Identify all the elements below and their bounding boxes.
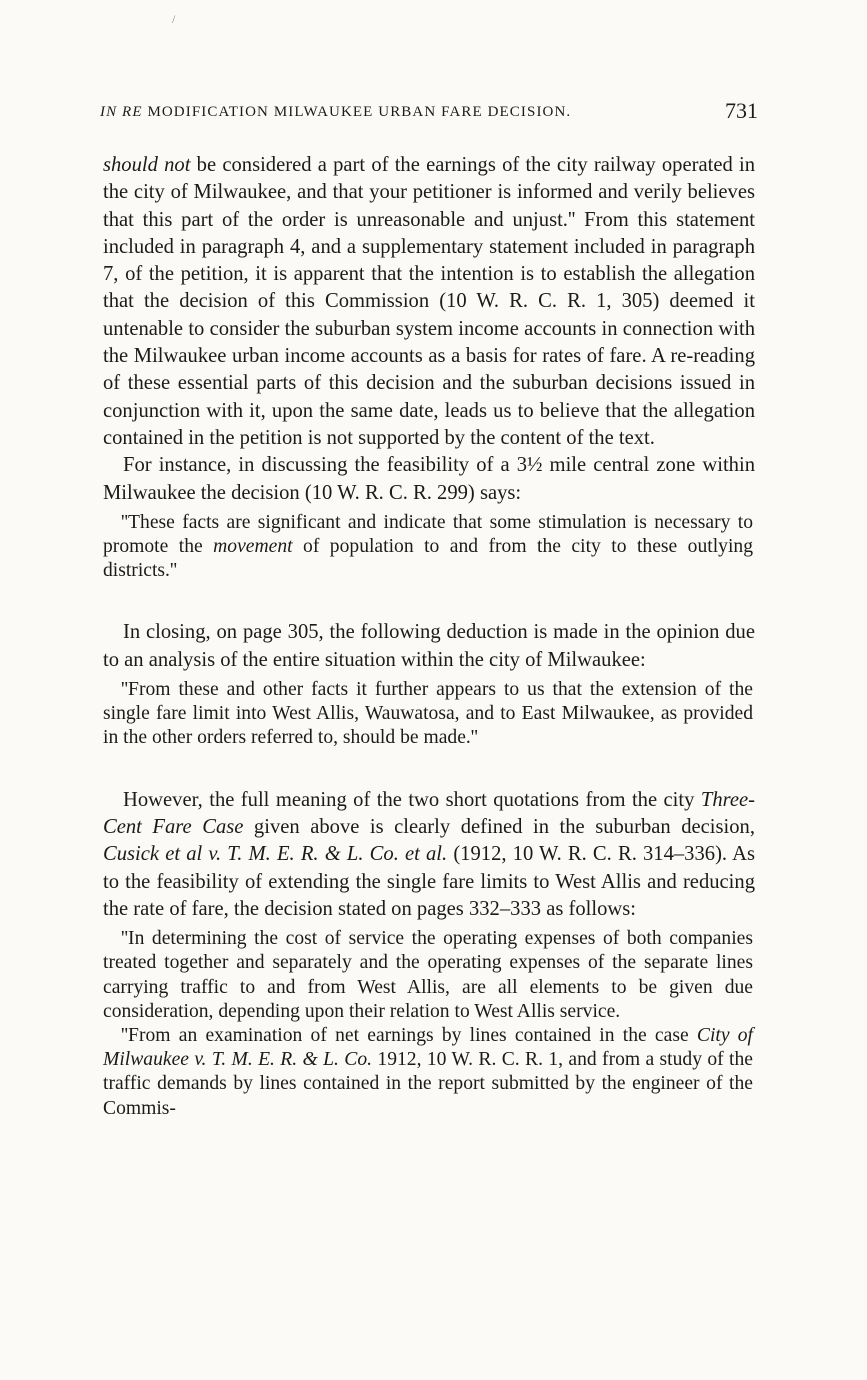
scan-mark: / [172, 12, 176, 26]
paragraph-1-italic: should not [103, 154, 191, 176]
block-quote-4-text: ''From an examination of net earnings by lines contained in the case [121, 1024, 697, 1046]
running-head [100, 98, 760, 123]
block-quote-1 [103, 511, 753, 584]
paragraph-4-text: However, the full meaning of the two short quotations from the city [123, 788, 701, 811]
paragraph-3: In closing, on page 305, the following deduction is made in the opinion due to an analysis of the entire situation within the city of Milwaukee: [103, 621, 755, 671]
paragraph-1 [103, 152, 755, 452]
paragraph-4 [103, 787, 755, 923]
body-text [103, 152, 755, 1121]
paragraph-1-text: be considered a part of the earnings of the city railway operated in the city of Milwaukee, and that your petitioner is informed and verily believes that this part of the order is unreasonable and unjust.'' From this statement included in paragraph 4, and a supplementary statement included in paragraph 7, of the petition, it is apparent that the intention is to establish the allegation that the decision of this Commission (10 W. R. C. R. 1, 305) deemed it untenable to consider the suburban system income accounts in connection with the Milwaukee urban income accounts as a basis for rates of fare. A re-reading of these essential parts of this decision and the suburban decisions issued in conjunction with it, upon the same date, leads us to believe that the allegation contained in the petition is not supported by the content of the text. [103, 154, 756, 449]
block-quote-3: ''In determining the cost of service the operating expenses of both companies treated together and separately and the operating expenses of the separate lines carrying traffic to and from West Allis, are all elements to be given due consideration, depending upon their relation to West Allis service. [103, 928, 753, 1022]
block-quote-1-text: ''These facts are significant and indicate that some stimulation is necessary to promote the [103, 511, 753, 558]
case-name-city-of-milwaukee: City of Milwaukee v. T. M. E. R. & L. Co. [103, 1024, 753, 1071]
running-head-title: MODIFICATION MILWAUKEE URBAN FARE DECISION. [147, 104, 572, 120]
block-quote-1-text-end: of population to and from the city to these outlying districts.'' [103, 536, 753, 582]
paragraph-4-text-end: (1912, 10 W. R. C. R. 314–336). As to the feasibility of extending the single fare limits to West Allis and reducing the rate of fare, the decision stated on pages 332–333 as follows: [103, 843, 755, 920]
block-quote-2: ''From these and other facts it further appears to us that the extension of the single fare limit into West Allis, Wauwatosa, and to East Milwaukee, as provided in the other orders referred to, should be made.'' [103, 679, 753, 749]
case-name-cusick: Cusick et al v. T. M. E. R. & L. Co. et al. [103, 843, 448, 866]
case-name-three-cent-fare: Three-Cent Fare Case [103, 788, 755, 838]
page-number: 731 [725, 98, 758, 123]
block-quote-4 [103, 1024, 753, 1121]
running-head-prefix: IN RE [100, 104, 143, 120]
block-quote-4-text-end: 1912, 10 W. R. C. R. 1, and from a study of the traffic demands by lines contained in the report submitted by the engineer of the Commis- [103, 1049, 753, 1119]
paragraph-2: For instance, in discussing the feasibility of a 3½ mile central zone within Milwaukee the decision (10 W. R. C. R. 299) says: [103, 454, 755, 504]
paragraph-4-text-mid: given above is clearly defined in the suburban decision, [243, 815, 755, 838]
block-quote-1-italic: movement [213, 536, 293, 558]
